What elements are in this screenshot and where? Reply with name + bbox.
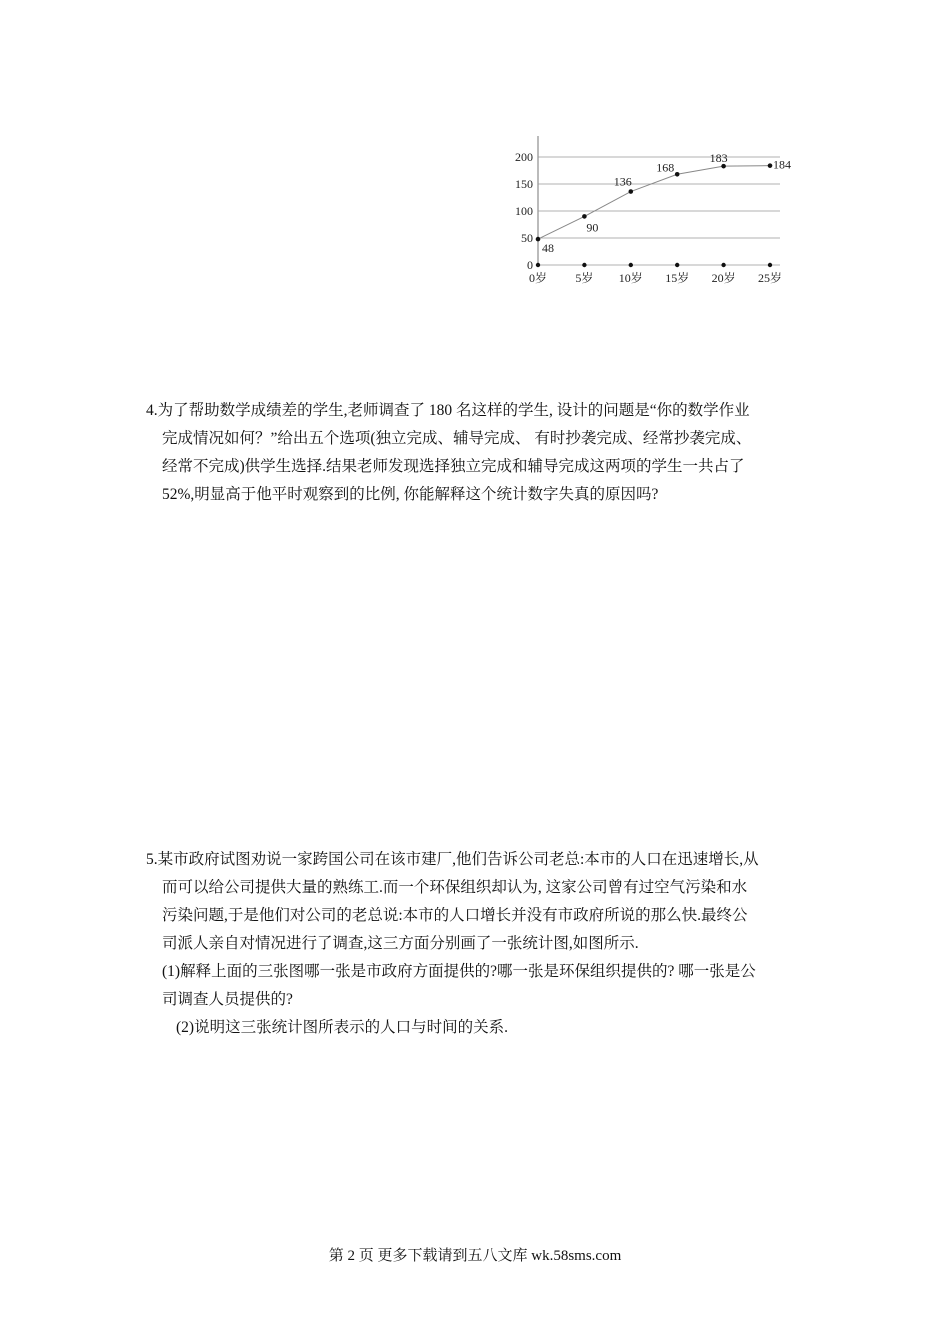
question-5-line-3: 污染问题,于是他们对公司的老总说:本市的人口增长并没有市政府所说的那么快.最终公 [162, 907, 748, 924]
data-label: 183 [709, 151, 728, 166]
x-tick-label: 10岁 [618, 271, 643, 285]
x-tick-marker [629, 263, 633, 267]
question-4-line-2: 完成情况如何？”给出五个选项(独立完成、辅导完成、 有时抄袭完成、经常抄袭完成、 [162, 430, 752, 447]
question-5-sub-1-cont: 司调查人员提供的? [162, 991, 293, 1008]
question-4 [146, 397, 846, 509]
data-label: 90 [586, 220, 599, 235]
x-tick-marker [768, 263, 772, 267]
x-tick-marker [536, 263, 540, 267]
data-point [768, 163, 773, 168]
data-label: 48 [542, 241, 554, 256]
chart-svg [500, 128, 800, 293]
population-line-chart [500, 128, 800, 293]
question-4-line-4: 52%,明显高于他平时观察到的比例, 你能解释这个统计数字失真的原因吗? [162, 486, 659, 503]
x-tick-label: 25岁 [757, 271, 783, 285]
question-5-line-1: 5.某市政府试图劝说一家跨国公司在该市建厂,他们告诉公司老总:本市的人口在迅速增长,从 [146, 851, 759, 868]
y-tick-label: 0 [527, 258, 533, 272]
y-tick-label: 200 [515, 150, 533, 164]
question-5-sub-1: (1)解释上面的三张图哪一张是市政府方面提供的?哪一张是环保组织提供的? 哪一张是公 [162, 963, 756, 980]
data-point [536, 237, 541, 242]
question-4-line-1: 4.为了帮助数学成绩差的学生,老师调查了 180 名这样的学生, 设计的问题是“你的数学作业 [146, 402, 750, 419]
question-4-line-3: 经常不完成)供学生选择.结果老师发现选择独立完成和辅导完成这两项的学生一共占了 [162, 458, 745, 475]
x-tick-marker [721, 263, 725, 267]
data-point [582, 214, 587, 219]
y-tick-label: 150 [515, 177, 533, 191]
data-label: 184 [773, 157, 791, 172]
y-tick-label: 50 [521, 231, 533, 245]
series-line [538, 166, 770, 239]
x-tick-label: 5岁 [575, 271, 594, 285]
x-tick-label: 20岁 [711, 271, 736, 285]
x-tick-label: 0岁 [528, 271, 548, 285]
data-label: 136 [613, 174, 632, 189]
question-5-sub-2: (2)说明这三张统计图所表示的人口与时间的关系. [176, 1019, 508, 1036]
question-5 [146, 846, 846, 1042]
y-tick-label: 100 [515, 204, 533, 218]
data-point [629, 189, 634, 194]
page-footer: 第 2 页 更多下载请到五八文库 wk.58sms.com [328, 1248, 622, 1264]
data-point [675, 172, 680, 177]
data-label: 168 [656, 160, 675, 175]
question-5-line-4: 司派人亲自对情况进行了调查,这三方面分别画了一张统计图,如图所示. [162, 935, 639, 952]
question-5-line-2: 而可以给公司提供大量的熟练工.而一个环保组织却认为, 这家公司曾有过空气污染和水 [162, 879, 748, 896]
x-tick-marker [582, 263, 586, 267]
x-tick-marker [675, 263, 679, 267]
x-tick-label: 15岁 [665, 271, 690, 285]
